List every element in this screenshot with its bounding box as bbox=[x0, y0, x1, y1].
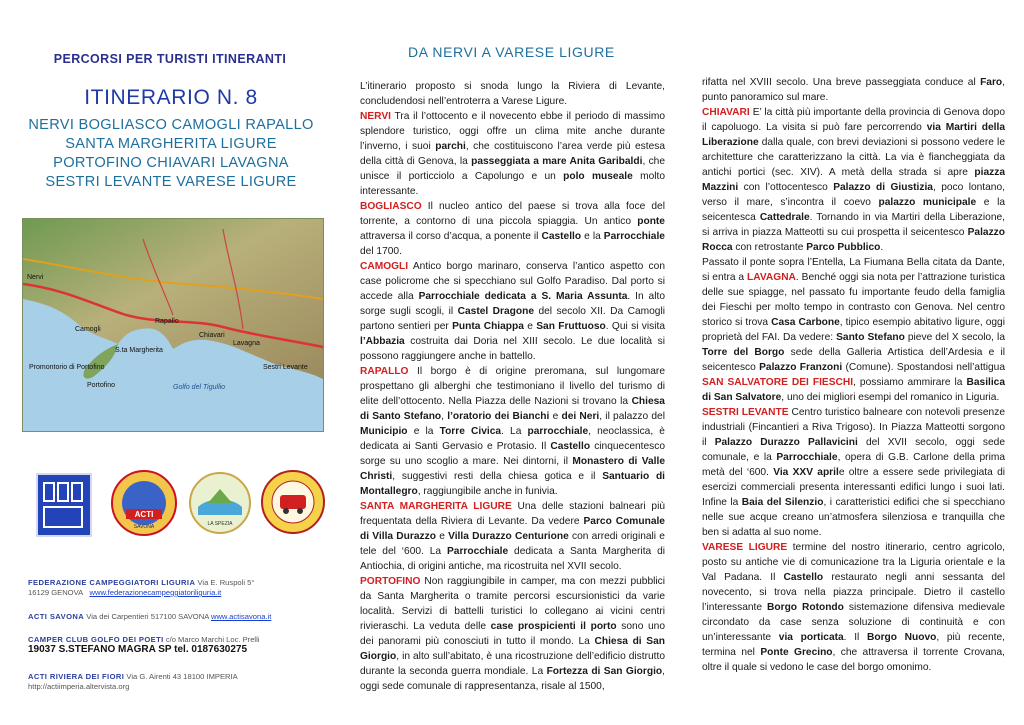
riviera-fiori-logo bbox=[260, 469, 326, 535]
highlight: palazzo municipale bbox=[878, 197, 977, 208]
org-city: 16129 GENOVA bbox=[28, 588, 84, 597]
text-run: , bbox=[441, 411, 444, 422]
golfo-sub-text: LA SPEZIA bbox=[207, 521, 233, 527]
paragraph-varese bbox=[702, 540, 1005, 675]
text-run: , il palazzo del bbox=[599, 411, 665, 422]
highlight: Punta Chiappa bbox=[452, 321, 524, 332]
text-run: . In alto sorge sugli scogli, il bbox=[360, 291, 665, 317]
text-run: Il borgo è di origine preromana, sul lungomare prospettano gli alberghi che testimoniano il livello del turismo di elite dell’ottocento. Nella Piazza delle Nazioni si trovano la bbox=[360, 366, 665, 407]
org-address: Via G. Airenti 43 18100 IMPERIA bbox=[126, 672, 238, 681]
highlight: Baia del Silenzio bbox=[741, 497, 824, 508]
highlight: Fortezza di San Giorgio bbox=[546, 666, 663, 677]
text-run: . Tornando in via Martiri della Liberazione, si arriva in piazza Matteotti su cui prospetta il seicentesco bbox=[702, 212, 1005, 238]
text-run: , tipico esempio abitativo ligure, oggi proprietà del FAI. Da vedere: bbox=[702, 317, 1005, 343]
highlight: Castel Dragone bbox=[457, 306, 534, 317]
highlight: polo museale bbox=[563, 171, 633, 182]
text-run: dalla quale, con brevi deviazioni si possono vedere le architetture che caratterizzano la città. La via è fiancheggiata da antichi portici (sec. XIV). A metà della strada si apre bbox=[702, 137, 1005, 178]
text-run: . Qui si visita bbox=[605, 321, 665, 332]
highlight: Ponte Grecino bbox=[760, 647, 833, 658]
text-run: , punto panoramico sul mare. bbox=[702, 77, 1005, 103]
org-phone: 19037 S.STEFANO MAGRA SP tel. 0187630275 bbox=[28, 644, 247, 655]
highlight: Santo Stefano bbox=[836, 332, 905, 343]
highlight: Palazzo Rocca bbox=[702, 227, 1005, 253]
map-label: Rapallo bbox=[155, 318, 179, 325]
org-link[interactable]: http://actiimperia.altervista.org bbox=[28, 682, 130, 691]
highlight: Parco Pubblico bbox=[806, 242, 881, 253]
paragraph-lavagna bbox=[702, 255, 1005, 405]
org-address: Via E. Ruspoli 5° bbox=[197, 578, 255, 587]
org-name: CAMPER CLUB GOLFO DEI POETI bbox=[28, 635, 164, 644]
town-name: LAVAGNA bbox=[747, 272, 796, 283]
highlight: Basilica di San Salvatore bbox=[702, 377, 1006, 403]
highlight: Chiesa di Santo Stefano bbox=[360, 396, 665, 422]
itinerary-title: ITINERARIO N. 8 bbox=[84, 86, 258, 109]
highlight: Parrocchiale bbox=[446, 546, 509, 557]
highlight: Borgo Rotondo bbox=[767, 602, 844, 613]
highlight: l’oratorio dei Bianchi bbox=[447, 411, 550, 422]
text-run: termine del nostro itinerario, centro agricolo, posto su antiche vie di comunicazione tra la Liguria orientale e la Val Padana. Il bbox=[702, 542, 1005, 583]
org-name: ACTI SAVONA bbox=[28, 612, 85, 621]
text-run: , opera di G.B. Carlone della prima metà del ‘600. bbox=[702, 452, 1005, 478]
text-run: e oltre a essere sede privilegiata di esercizi commerciali presenta interessanti edifici lungo i suoi lati. Infine la bbox=[702, 467, 1005, 508]
text-run: , possiamo ammirare la bbox=[853, 377, 963, 388]
org-golfo-poeti bbox=[28, 635, 328, 655]
highlight: Via XXV april bbox=[773, 467, 839, 478]
text-run: del XVII secolo, oggi sede comunale, e la bbox=[702, 437, 1005, 463]
text-run: con arredi originali e tele del ‘600. La bbox=[360, 531, 665, 557]
middle-text bbox=[360, 79, 665, 694]
federazione-logo bbox=[36, 473, 92, 537]
places-line: PORTOFINO CHIAVARI LAVAGNA bbox=[53, 155, 289, 171]
text-run: , in alto sull’abitato, è una ricostruzione dell’edificio distrutto durante la seconda guerra mondiale. La bbox=[360, 651, 665, 677]
highlight: parchi bbox=[435, 141, 466, 152]
text-run: , oggi sede comunale di rappresentanza, risale al 1500, bbox=[360, 666, 665, 692]
highlight: ponte bbox=[637, 216, 665, 227]
highlight: Municipio bbox=[360, 426, 408, 437]
text-run: (Comune). Spostandosi nell’attigua bbox=[845, 362, 1005, 373]
text-run: , che unisce il porticciolo a Capolungo e un bbox=[360, 156, 666, 182]
town-name: SESTRI LEVANTE bbox=[702, 407, 789, 418]
paragraph-camogli bbox=[360, 259, 665, 364]
text-run: con l’ottocentesco bbox=[743, 182, 828, 193]
text-run: e la seicentesca bbox=[702, 197, 1005, 223]
map-label: Lavagna bbox=[233, 340, 260, 347]
map-label: Sestri Levante bbox=[263, 364, 308, 371]
places-line: SESTRI LEVANTE VARESE LIGURE bbox=[45, 174, 297, 190]
text-run: Il nucleo antico del paese si trova alla foce del torrente, a contorno di una piccola spiaggia. Un antico bbox=[360, 201, 665, 227]
map-label: S.ta Margherita bbox=[115, 347, 163, 354]
text-run: , poco lontano, verso il mare, s’incontra il coevo bbox=[702, 182, 1005, 208]
org-link[interactable]: www.actisavona.it bbox=[210, 612, 272, 621]
highlight: Villa Durazzo Centurione bbox=[448, 531, 569, 542]
text-run: del 1700. bbox=[360, 246, 402, 257]
places-list bbox=[0, 116, 342, 192]
highlight: Castello bbox=[550, 441, 591, 452]
text-run: attraversa il corso d’acqua, a ponente il bbox=[360, 231, 539, 242]
places-line: NERVI BOGLIASCO CAMOGLI RAPALLO bbox=[28, 117, 314, 133]
paragraph-chiavari bbox=[702, 105, 1005, 255]
org-riviera-fiori bbox=[28, 672, 328, 692]
text-run: Antico borgo marinaro, conserva l’antico aspetto con case policrome che si specchiano sul Golfo Paradiso. Dal porto si accede alla bbox=[360, 261, 665, 302]
map-label: Nervi bbox=[27, 274, 44, 281]
left-panel bbox=[0, 0, 342, 725]
highlight: Palazzo Franzoni bbox=[759, 362, 843, 373]
highlight: Palazzo Durazzo Pallavicini bbox=[714, 437, 858, 448]
text-run: costruita dai Doria nel XIII secolo. Le due località si possono raggiungere anche in battello. bbox=[360, 336, 665, 362]
org-name: FEDERAZIONE CAMPEGGIATORI LIGURIA bbox=[28, 578, 196, 587]
text-run: , raggiungibile anche in funivia. bbox=[417, 486, 558, 497]
highlight: case prospicienti il porto bbox=[490, 621, 617, 632]
highlight: via porticata bbox=[778, 632, 844, 643]
text-run: sistemazione difensiva medievale circondato da case senza soluzione di continuità e con un’interessante bbox=[702, 602, 1005, 643]
text-run: , uno dei migliori esempi del romanico in Liguria. bbox=[781, 392, 1000, 403]
paragraph-santa-margherita bbox=[360, 499, 665, 574]
text-run: . La bbox=[501, 426, 522, 437]
highlight: Cattedrale bbox=[759, 212, 810, 223]
org-name: ACTI RIVIERA DEI FIORI bbox=[28, 672, 125, 681]
town-name: CAMOGLI bbox=[360, 261, 409, 272]
map-label: Portofino bbox=[87, 382, 116, 389]
highlight: Palazzo di Giustizia bbox=[833, 182, 933, 193]
map-graphic bbox=[23, 219, 323, 431]
org-address: c/o Marco Marchi Loc. Prelli bbox=[165, 635, 260, 644]
paragraph-bogliasco bbox=[360, 199, 665, 259]
text-run: Passato il ponte sopra l’Entella, La Fiumana Bella citata da Dante, si entra a bbox=[702, 257, 1005, 283]
places-line: SANTA MARGHERITA LIGURE bbox=[65, 136, 277, 152]
text-run: , i caratteristici edifici che si specchiano nelle sue acque creano un’atmosfera silenziosa e tranquilla che ben si adatta al suo nome. bbox=[702, 497, 1005, 538]
paragraph-nervi bbox=[360, 109, 665, 199]
text-run: con retrostante bbox=[735, 242, 804, 253]
text-run: rifatta nel XVIII secolo. Una breve passeggiata conduce al bbox=[702, 77, 976, 88]
text-run: , suggestivi resti della chiesa gotica e il bbox=[392, 471, 596, 482]
paragraph-sestri bbox=[702, 405, 1005, 540]
highlight: parrocchiale bbox=[527, 426, 589, 437]
highlight: dei Neri bbox=[561, 411, 600, 422]
text-run: Centro turistico balneare con notevoli presenze industriali (Fincantieri a Riva Trigoso). In Piazza Matteotti sorgono il bbox=[702, 407, 1005, 448]
town-name: BOGLIASCO bbox=[360, 201, 422, 212]
paragraph-portofino-continued bbox=[702, 75, 1005, 105]
map-label: Camogli bbox=[75, 326, 101, 333]
text-run: e la bbox=[413, 426, 434, 437]
text-run: Tra il l’ottocento e il novecento ebbe il periodo di massimo splendore turistico, oggi offre un clima mite anche durante l’inverno, i suoi bbox=[360, 111, 665, 152]
highlight: Parrocchiale dedicata a S. Maria Assunta bbox=[418, 291, 628, 302]
highlight: Chiesa di San Giorgio bbox=[360, 636, 665, 662]
right-text bbox=[702, 75, 1005, 675]
text-run: e bbox=[552, 411, 559, 422]
route-map bbox=[22, 218, 324, 432]
town-name: VARESE LIGURE bbox=[702, 542, 788, 553]
text-run: . bbox=[880, 242, 884, 253]
highlight: Parrocchiale bbox=[603, 231, 665, 242]
text-run: sede della Galleria Artistica dell’Ardesia e il seicentesco bbox=[702, 347, 1005, 373]
org-acti-savona bbox=[28, 612, 328, 622]
series-title: PERCORSI PER TURISTI ITINERANTI bbox=[53, 52, 287, 66]
map-label: Promontorio di Portofino bbox=[29, 364, 105, 371]
town-name: RAPALLO bbox=[360, 366, 409, 377]
golfo-poeti-logo bbox=[188, 471, 252, 535]
map-label: Golfo del Tigullio bbox=[173, 384, 226, 391]
town-name: SAN SALVATORE DEI FIESCHI bbox=[702, 377, 854, 388]
text-run: molto interessante. bbox=[360, 171, 665, 197]
town-name: PORTOFINO bbox=[360, 576, 421, 587]
text-run: cinquecentesco sorge su uno scoglio a mare. Nei dintorni, il bbox=[360, 441, 665, 467]
town-name: CHIAVARI bbox=[702, 107, 750, 118]
highlight: Parco Comunale di Villa Durazzo bbox=[360, 516, 665, 542]
highlight: San Fruttuoso bbox=[536, 321, 606, 332]
text-run: , che costituiscono l’area verde più estesa della città di Genova, la bbox=[360, 141, 665, 167]
text-run: restaurato negli anni sessanta del novecento, si trova nella piazza principale. Dietro il castello l’interessante bbox=[702, 572, 1005, 613]
text-run: . Il bbox=[843, 632, 860, 643]
acti-badge-text: ACTI bbox=[134, 510, 154, 519]
org-link[interactable]: www.federazionecampeggiatoriliguria.it bbox=[89, 588, 222, 597]
map-label: Chiavari bbox=[199, 332, 225, 339]
highlight: l’Abbazia bbox=[360, 336, 405, 347]
text-run: , più recente, termina nel bbox=[702, 632, 1005, 658]
highlight: Faro bbox=[980, 77, 1003, 88]
highlight: via Martiri della Liberazione bbox=[702, 122, 1005, 148]
intro-paragraph: L’itinerario proposto si snoda lungo la Riviera di Levante, concludendosi nell’entroterra a Varese Ligure. bbox=[360, 81, 665, 107]
acti-sub-text: SAVONA bbox=[133, 524, 155, 530]
highlight: Castello bbox=[783, 572, 824, 583]
highlight: Parrocchiale bbox=[776, 452, 838, 463]
text-run: pieve del X secolo, la bbox=[907, 332, 1005, 343]
text-run: sono uno dei panorami più conosciuti in tutto il mondo. La bbox=[360, 621, 665, 647]
text-run: , che attraversa il torrente Crovana, oltre il quale si vedono le case del borgo omonimo. bbox=[702, 647, 1005, 673]
highlight: Borgo Nuovo bbox=[866, 632, 937, 643]
text-run: e la bbox=[584, 231, 601, 242]
text-run: E’ la città più importante della provincia di Genova dopo il capoluogo. La visita si può fare percorrendo bbox=[702, 107, 1005, 133]
paragraph-rapallo bbox=[360, 364, 665, 499]
text-run: e bbox=[527, 321, 533, 332]
acti-savona-logo bbox=[110, 469, 178, 537]
highlight: Monastero di Valle Christi bbox=[360, 456, 666, 482]
text-run: . Benché oggi sia nota per l’attrazione turistica delle sue spiagge, nel passato fu importante feudo della famiglia dei Fieschi per molto tempo in contrasto con Genova. Nel centro storico si trova bbox=[702, 272, 1005, 328]
highlight: Castello bbox=[541, 231, 582, 242]
highlight: Torre del Borgo bbox=[702, 347, 785, 358]
logo-row bbox=[22, 465, 322, 545]
text-run: e bbox=[439, 531, 445, 542]
org-federazione bbox=[28, 578, 328, 598]
text-run: Non raggiungibile in camper, ma con mezzi pubblici da Santa Margherita o tramite percorsi escursionistici da varie località. Servizi di battelli turistici lo collegano ai vicini centri rivieraschi. La veduta delle bbox=[360, 576, 665, 632]
highlight: piazza Mazzini bbox=[702, 167, 1005, 193]
route-heading: DA NERVI A VARESE LIGURE bbox=[408, 44, 615, 60]
text-run: dedicata a Santa Margherita di Antiochia, di origini antiche, ma ricostruita nel XVII secolo. bbox=[360, 546, 665, 572]
town-name: NERVI bbox=[360, 111, 391, 122]
paragraph-portofino bbox=[360, 574, 665, 694]
text-run: , neoclassica, è dedicata ai Santi Gervasio e Protasio. Il bbox=[360, 426, 665, 452]
text-run: Una delle stazioni balneari più frequentata della Riviera di Levante. Da vedere bbox=[360, 501, 666, 527]
highlight: Santuario di Montallegro bbox=[360, 471, 665, 497]
highlight: passeggiata a mare Anita Garibaldi bbox=[471, 156, 643, 167]
highlight: Torre Civica bbox=[439, 426, 502, 437]
town-name: SANTA MARGHERITA LIGURE bbox=[360, 501, 512, 512]
text-run: del secolo XII. Da Camogli partono sentieri per bbox=[360, 306, 665, 332]
highlight: Casa Carbone bbox=[771, 317, 840, 328]
org-address: Via dei Carpentieri 517100 SAVONA bbox=[86, 612, 209, 621]
